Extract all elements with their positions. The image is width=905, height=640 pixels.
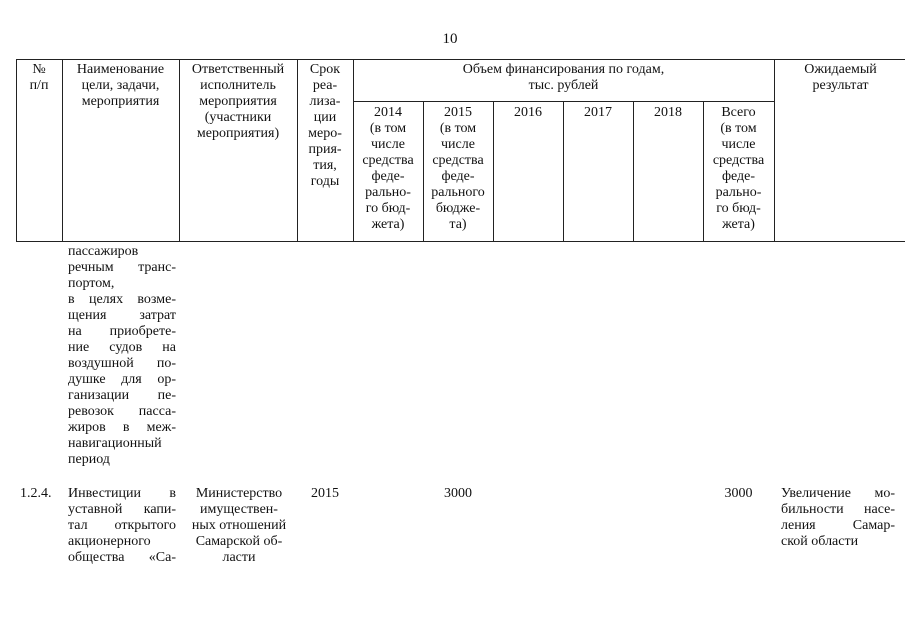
row-result: Увеличение мо- бильности насе- ления Самар- ской области [781,486,895,549]
header-bottom-border [16,241,905,242]
header-col-responsible: Ответственный исполнитель мероприятия (участники мероприятия) [191,62,285,141]
header-col-result: Ожидаемый результат [804,62,877,93]
header-col-name: Наименование цели, задачи, мероприятия [76,62,165,109]
header-year-total: Всего (в том числе средства феде- рально- го бюд- жета) [712,105,765,232]
header-col-financing: Объем финансирования по годам, тыс. рублей [462,62,665,93]
row-name: Инвестиции в уставной капи- тал открытого акционерного общества «Са- [68,486,176,565]
header-col-term: Срок реа- лиза- ции меро- прия- тия, годы [308,62,342,189]
header-year-2015: 2015 (в том числе средства феде- рального бюдже- та) [431,105,485,232]
header-year-2017: 2017 [584,105,612,120]
col-divider-6 [493,101,494,241]
row-value-total: 3000 [724,486,753,501]
header-year-2016: 2016 [514,105,542,120]
col-divider-8 [633,101,634,241]
continued-item-text: пассажиров речным транс- портом, в целях возме- щения затрат на приобрете- ние судов на воздушной по- душке для ор- ганизации пе- ревозок пасса- жиров в меж- навигационный период [68,244,176,467]
header-year-2014: 2014 (в том числе средства феде- рально- го бюд- жета) [362,105,414,232]
page-number: 10 [442,31,458,47]
table-top-border [16,59,905,60]
row-number: 1.2.4. [20,486,52,501]
row-value-2015: 3000 [444,486,472,501]
header-col-number: № п/п [29,62,49,93]
row-term: 2015 [311,486,339,501]
row-responsible: Министерство имуществен- ных отношений Самарской об- ласти [191,486,287,565]
header-year-2018: 2018 [654,105,682,120]
col-divider-7 [563,101,564,241]
